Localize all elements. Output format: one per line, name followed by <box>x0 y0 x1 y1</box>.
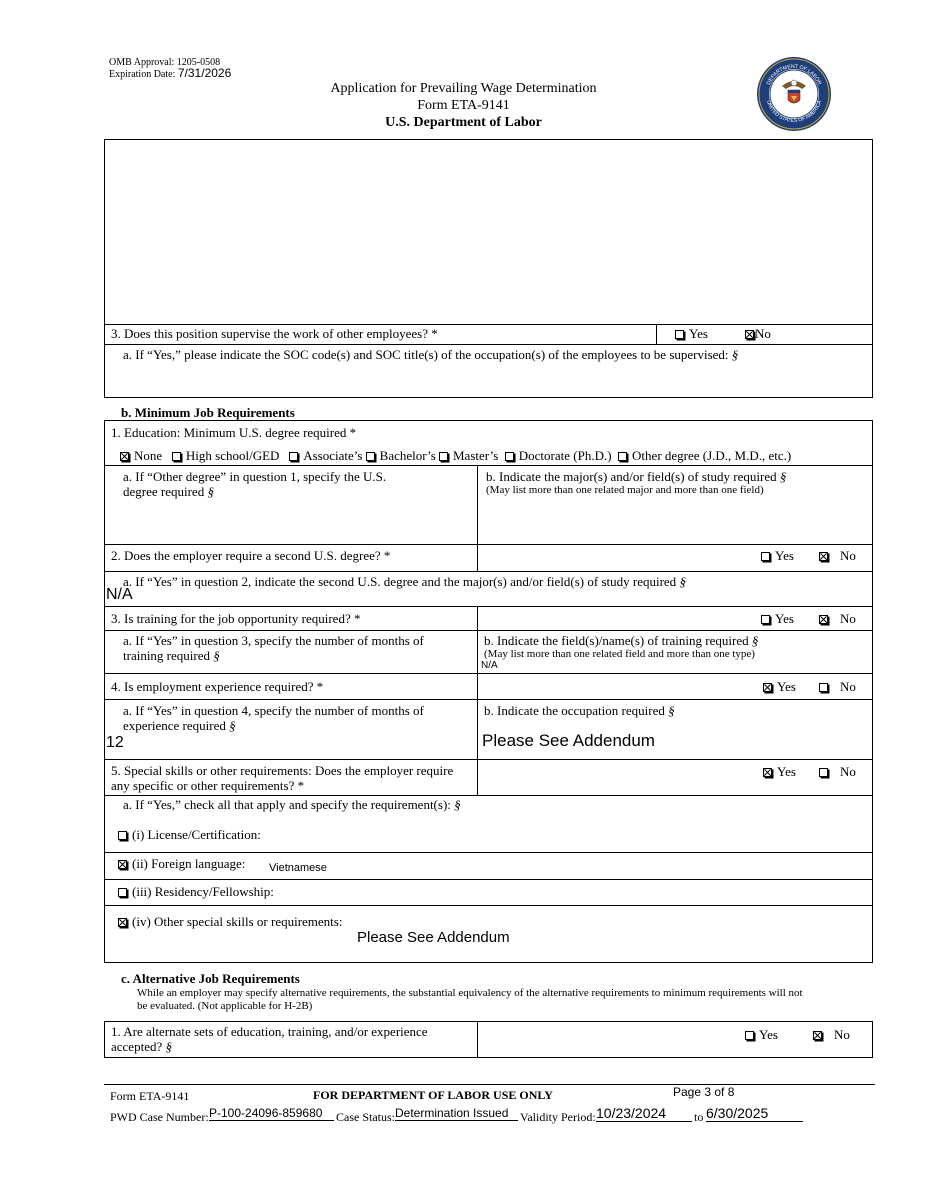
special-skills-detail-question: a. If “Yes,” check all that apply and specify the requirement(s): § <box>123 797 461 812</box>
foreign-language[interactable]: (ii) Foreign language: <box>118 856 245 871</box>
expiration-label: Expiration Date: 7/31/2026 <box>109 66 232 80</box>
checkbox-icon <box>118 888 127 897</box>
edu-high-school[interactable]: High school/GED <box>172 448 280 463</box>
edu-other[interactable]: Other degree (J.D., M.D., etc.) <box>618 448 791 463</box>
supervise-no[interactable]: No <box>745 326 771 341</box>
checked-checkbox-icon <box>118 860 127 869</box>
checkbox-icon <box>366 452 375 461</box>
validity-to-label: to <box>694 1110 704 1124</box>
case-status-value: Determination Issued <box>395 1106 518 1121</box>
section-c-description: While an employer may specify alternative requirements, the substantial equivalency of the alternative requirements to minimum requirements will not be evaluated. (Not applicable for H-2B) <box>137 987 803 1012</box>
occupation-value[interactable]: Please See Addendum <box>482 731 655 750</box>
alternate-yes[interactable]: Yes <box>745 1027 778 1042</box>
checkbox-icon <box>761 615 770 624</box>
training-months-question: a. If “Yes” in question 3, specify the number of months of training required § <box>123 633 424 663</box>
experience-no[interactable]: No <box>819 679 856 694</box>
section-b-title: b. Minimum Job Requirements <box>121 405 295 420</box>
case-status-label: Case Status: <box>336 1110 395 1124</box>
supervise-question: 3. Does this position supervise the work of other employees? * <box>111 326 438 341</box>
checkbox-icon <box>675 330 684 339</box>
edu-doctorate[interactable]: Doctorate (Ph.D.) <box>505 448 612 463</box>
edu-masters[interactable]: Master’s <box>439 448 498 463</box>
other-special-skills[interactable]: (iv) Other special skills or requirements: <box>118 914 342 929</box>
svg-text:DEPARTMENT OF LABOR: DEPARTMENT OF LABOR <box>765 63 823 86</box>
checked-checkbox-icon <box>120 452 129 461</box>
page-number: Page 3 of 8 <box>673 1085 735 1099</box>
second-degree-yes[interactable]: Yes <box>761 548 794 563</box>
second-degree-value[interactable]: N/A <box>106 586 133 603</box>
checkbox-icon <box>819 768 828 777</box>
checkbox-icon <box>761 552 770 561</box>
edu-none[interactable]: None <box>120 448 162 463</box>
form-number: Form ETA-9141 <box>417 98 510 113</box>
checked-checkbox-icon <box>763 683 772 692</box>
case-number-value: P-100-24096-859680 <box>209 1106 334 1121</box>
checkbox-icon <box>289 452 298 461</box>
supervise-yes[interactable]: Yes <box>675 326 708 341</box>
education-options <box>120 448 791 463</box>
footer-form-number: Form ETA-9141 <box>110 1089 190 1103</box>
expiration-date: 7/31/2026 <box>177 66 232 80</box>
checkbox-icon <box>745 1031 754 1040</box>
foreign-language-value[interactable]: Vietnamese <box>269 862 327 874</box>
checkbox-icon <box>819 683 828 692</box>
second-degree-detail-question: a. If “Yes” in question 2, indicate the second U.S. degree and the major(s) and/or field(s) of study required § <box>123 574 686 589</box>
occupation-question: b. Indicate the occupation required § <box>484 703 675 718</box>
other-degree-question: a. If “Other degree” in question 1, specify the U.S. degree required § <box>123 469 387 499</box>
experience-yes[interactable]: Yes <box>763 679 796 694</box>
checked-checkbox-icon <box>118 918 127 927</box>
special-skills-yes[interactable]: Yes <box>763 764 796 779</box>
license-certification[interactable]: (i) License/Certification: <box>118 827 261 842</box>
experience-months-question: a. If “Yes” in question 4, specify the number of months of experience required § <box>123 703 424 733</box>
supervise-soc-question: a. If “Yes,” please indicate the SOC code(s) and SOC title(s) of the occupation(s) of the employees to be supervised: § <box>123 347 739 362</box>
omb-approval: OMB Approval: 1205-0508 <box>109 57 221 68</box>
validity-period-label: Validity Period: <box>520 1110 596 1124</box>
training-field-question: b. Indicate the field(s)/name(s) of training required § (May list more than one related field and more than one type) <box>484 633 759 660</box>
training-yes[interactable]: Yes <box>761 611 794 626</box>
dol-seal-icon <box>756 56 832 132</box>
validity-to: 6/30/2025 <box>706 1105 803 1122</box>
checkbox-icon <box>118 831 127 840</box>
second-degree-no[interactable]: No <box>819 548 856 563</box>
checkbox-icon <box>172 452 181 461</box>
footer-dol-only: FOR DEPARTMENT OF LABOR USE ONLY <box>313 1088 553 1102</box>
section-c-title: c. Alternative Job Requirements <box>121 971 300 986</box>
education-question: 1. Education: Minimum U.S. degree required * <box>111 425 357 440</box>
checked-checkbox-icon <box>813 1031 822 1040</box>
checked-checkbox-icon <box>819 615 828 624</box>
checkbox-icon <box>505 452 514 461</box>
validity-from: 10/23/2024 <box>596 1105 692 1122</box>
special-skills-question: 5. Special skills or other requirements: Does the employer require any specific or other requirements? * <box>111 763 454 793</box>
second-degree-question: 2. Does the employer require a second U.S. degree? * <box>111 548 391 563</box>
case-number-label: PWD Case Number: <box>110 1110 209 1124</box>
training-no[interactable]: No <box>819 611 856 626</box>
other-special-skills-value[interactable]: Please See Addendum <box>357 929 510 946</box>
alternate-requirements-question: 1. Are alternate sets of education, training, and/or experience accepted? § <box>111 1024 428 1054</box>
residency-fellowship[interactable]: (iii) Residency/Fellowship: <box>118 884 274 899</box>
edu-associates[interactable]: Associate’s <box>289 448 362 463</box>
alternate-no[interactable]: No <box>813 1027 850 1042</box>
checkbox-icon <box>618 452 627 461</box>
special-skills-no[interactable]: No <box>819 764 856 779</box>
training-field-value[interactable]: N/A <box>481 660 498 671</box>
agency-name: U.S. Department of Labor <box>385 115 542 130</box>
checked-checkbox-icon <box>745 330 754 339</box>
major-question: b. Indicate the major(s) and/or field(s) of study required § (May list more than one related major and more than one field) <box>486 469 787 496</box>
form-title: Application for Prevailing Wage Determination <box>330 81 597 96</box>
experience-months-value[interactable]: 12 <box>106 734 124 751</box>
edu-bachelors[interactable]: Bachelor’s <box>366 448 436 463</box>
checked-checkbox-icon <box>763 768 772 777</box>
checked-checkbox-icon <box>819 552 828 561</box>
training-question: 3. Is training for the job opportunity required? * <box>111 611 361 626</box>
checkbox-icon <box>439 452 448 461</box>
experience-question: 4. Is employment experience required? * <box>111 679 324 694</box>
svg-text:UNITED STATES OF AMERICA: UNITED STATES OF AMERICA <box>764 99 824 125</box>
